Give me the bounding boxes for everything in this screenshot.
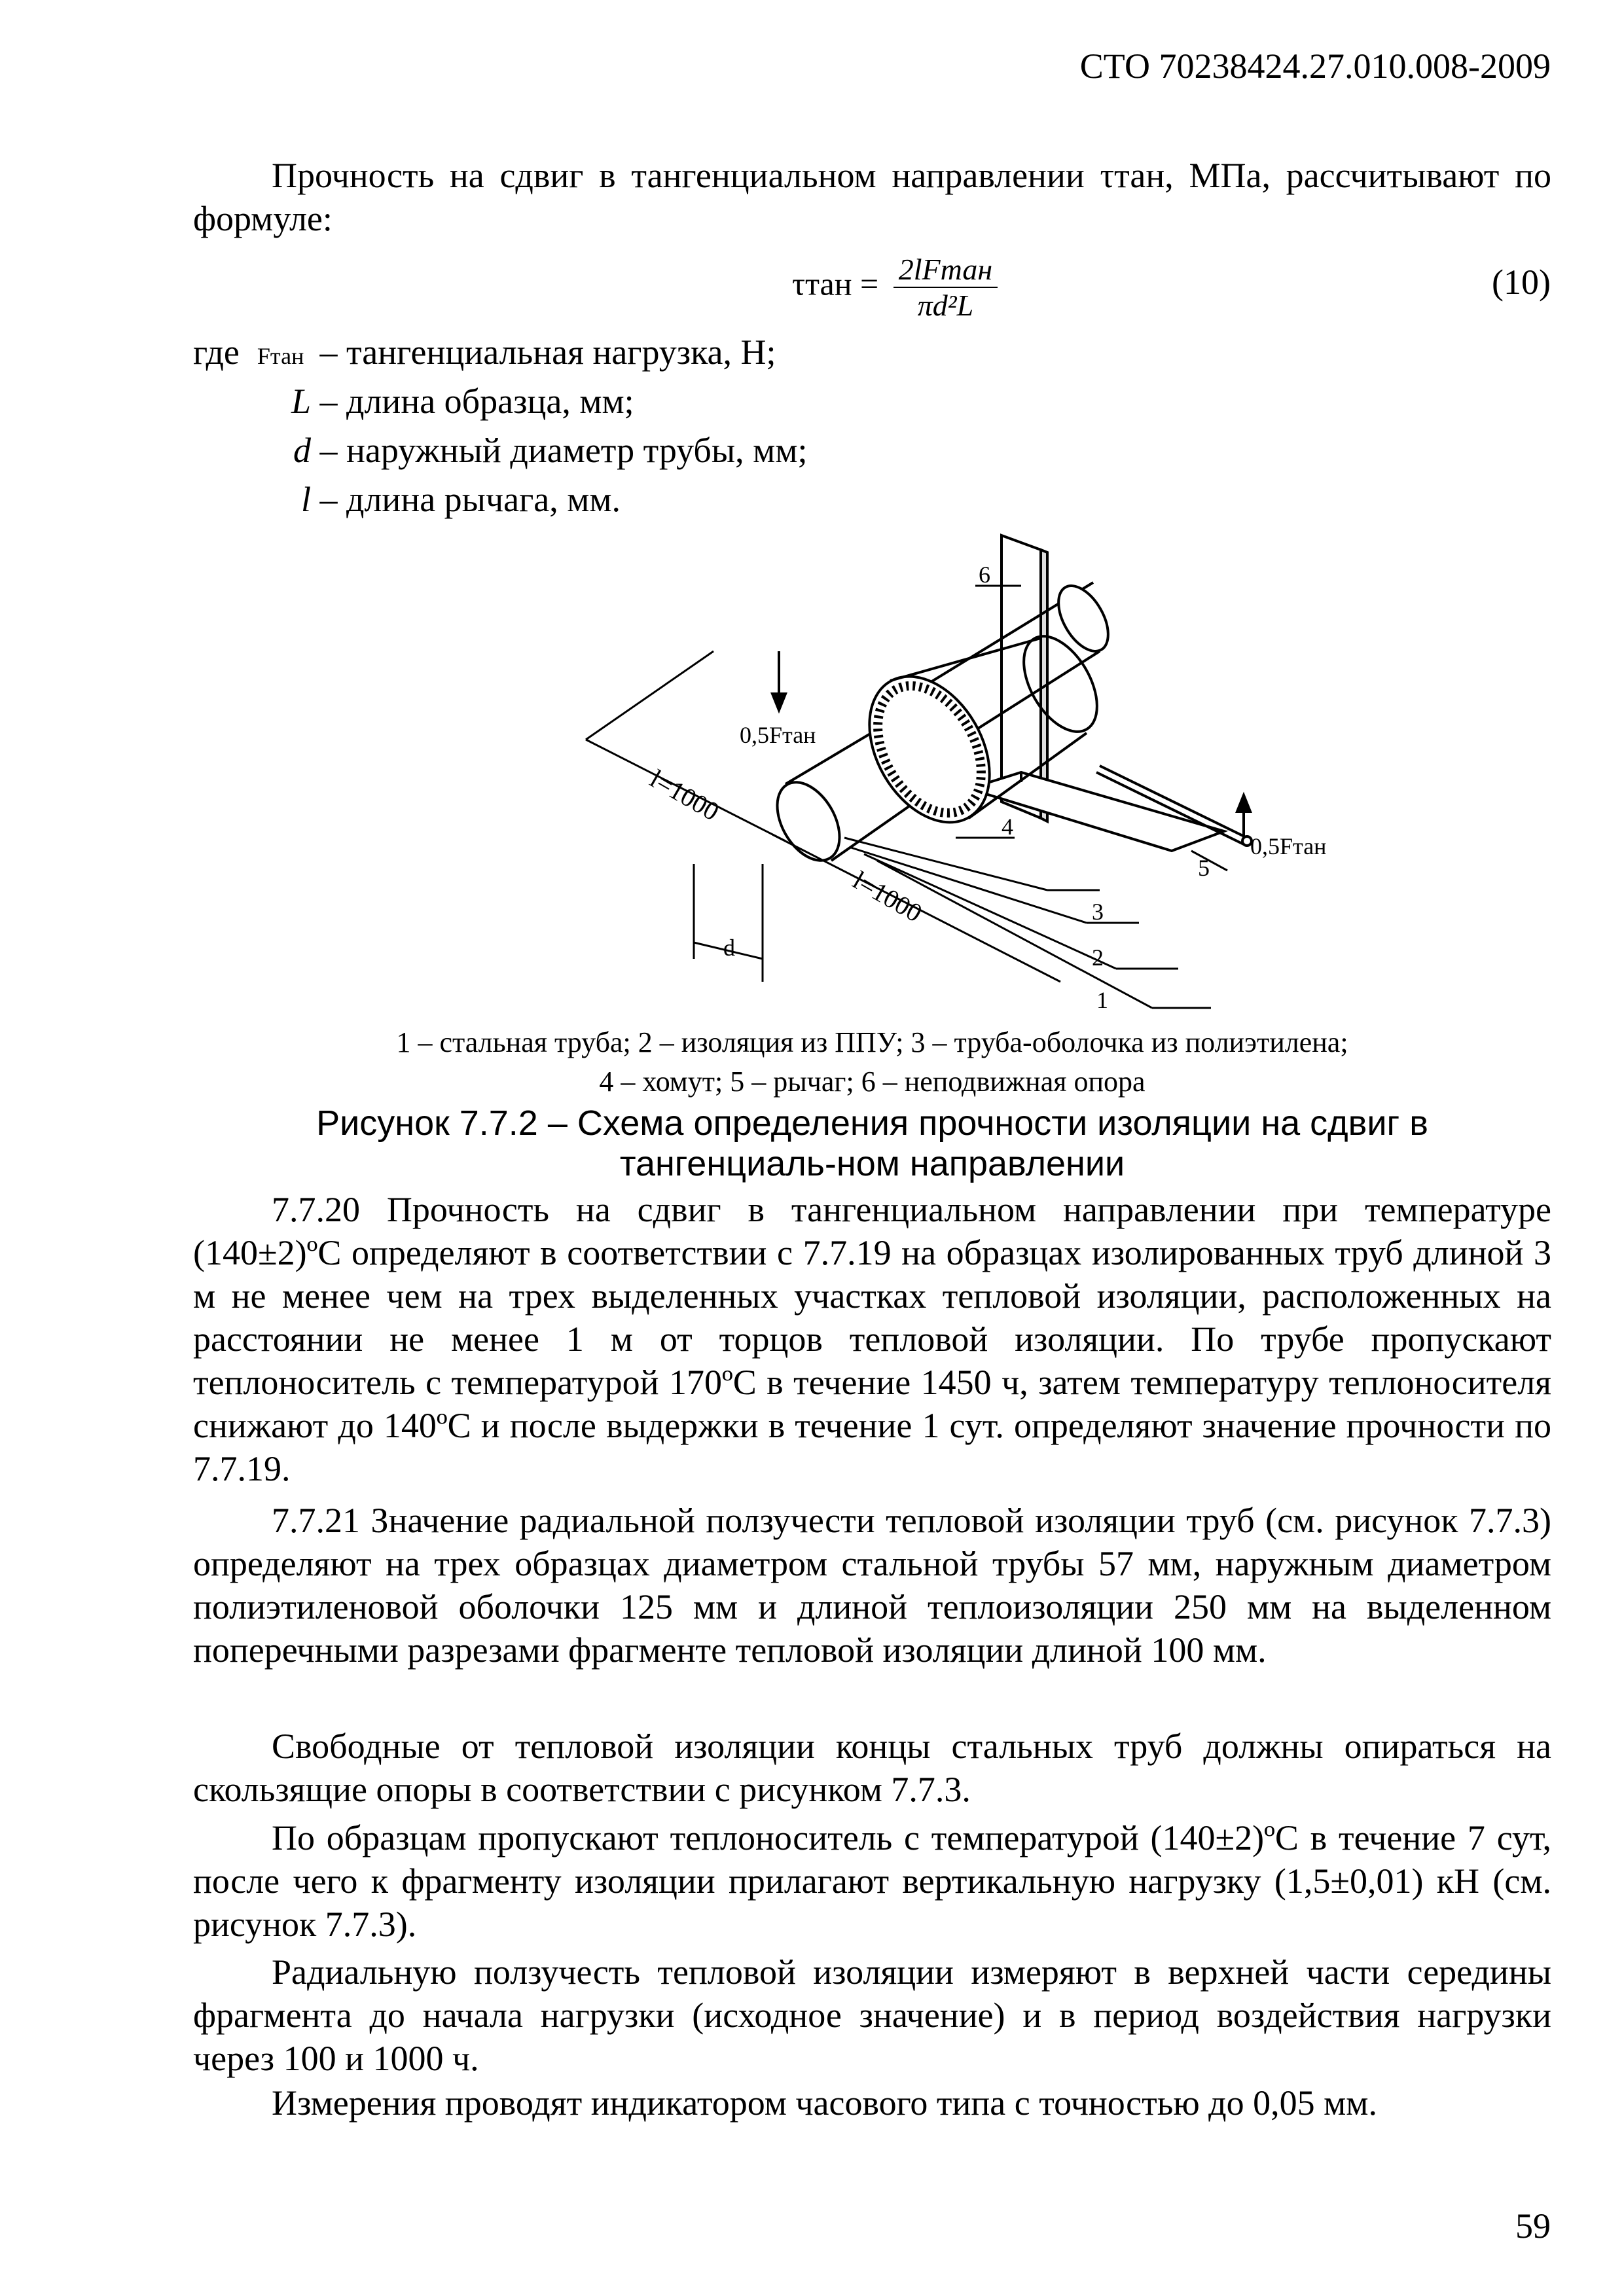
- definition-desc: – длина образца, мм;: [311, 382, 634, 421]
- paragraph-7-7-21: 7.7.21 Значение радиальной ползучести тепловой изоляции труб (см. рисунок 7.7.3) определяют на трех образцах диаметром стальной трубы 57 мм, наружным диаметром полиэтиленовой оболочки 125 мм и длиной теплоизоляции 250 мм на выделенном поперечными разрезами фрагменте тепловой изоляции длиной 100 мм.: [193, 1501, 1551, 1670]
- part-number-4: 4: [1001, 814, 1013, 840]
- part-number-6: 6: [979, 562, 990, 588]
- definition-desc: – наружный диаметр трубы, мм;: [311, 431, 808, 470]
- definition-symbol-wrap: [193, 380, 311, 423]
- where-lead: [193, 331, 311, 378]
- document-code-header: СТО 70238424.27.010.008-2009: [1079, 46, 1551, 86]
- definition-symbol-wrap: [193, 429, 311, 472]
- definition-desc: – тангенциальная нагрузка, Н;: [311, 332, 776, 372]
- paragraph-7-7-20: 7.7.20 Прочность на сдвиг в тангенциальном направлении при температуре (140±2)ºС определяют в соответствии с 7.7.19 на образцах изолированных труб длиной 3 м не менее чем на трех выделенных участках тепловой изоляции, расположенных на расстоянии не менее 1 м от торцов тепловой изоляции. По трубе пропускают теплоноситель с температурой 170ºС в течение 1450 ч, затем температуру теплоносителя снижают до 140ºС и после выдержки в течение 1 сут. определяют значение прочности по 7.7.19.: [193, 1190, 1551, 1488]
- paragraph-radial-creep: Радиальную ползучесть тепловой изоляции измеряют в верхней части середины фрагмента до начала нагрузки (исходное значение) и в период воздействия нагрузки через 100 и 1000 ч.: [193, 1952, 1551, 2078]
- paragraph-measurement: Измерения проводят индикатором часового типа с точностью до 0,05 мм.: [272, 2083, 1377, 2123]
- diameter-label: d: [723, 935, 735, 961]
- definition-symbol-wrap: [193, 478, 311, 521]
- part-number-2: 2: [1092, 944, 1104, 971]
- figure-legend-line-2: 4 – хомут; 5 – рычаг; 6 – неподвижная опора: [599, 1066, 1146, 1098]
- figure-legend-line-1: 1 – стальная труба; 2 – изоляция из ППУ; 3 – труба-оболочка из полиэтилена;: [396, 1026, 1348, 1058]
- definition-symbol: Fтан: [257, 343, 304, 369]
- lever-length-label: l=1000: [645, 763, 725, 827]
- part-number-3: 3: [1092, 899, 1104, 925]
- force-label-right: 0,5Fтан: [1250, 833, 1327, 859]
- definition-row: [193, 331, 808, 380]
- force-label-top: 0,5Fтан: [740, 722, 816, 748]
- definition-symbol: d: [293, 431, 311, 470]
- formula-fraction: [893, 252, 998, 323]
- figure-caption: Рисунок 7.7.2 – Схема определения прочности изоляции на сдвиг в тангенциаль-ном направлении: [316, 1103, 1428, 1183]
- definition-symbol: L: [291, 382, 311, 421]
- definition-row: [193, 380, 808, 429]
- formula-numerator: 2lFтан: [893, 252, 998, 288]
- part-number-1: 1: [1096, 987, 1108, 1013]
- definition-row: [193, 478, 808, 527]
- definition-symbol: l: [300, 480, 311, 519]
- paragraph-samples: По образцам пропускают теплоноситель с температурой (140±2)ºС в течение 7 сут, после чего к фрагменту изоляции прилагают вертикальную нагрузку (1,5±0,01) кН (см. рисунок 7.7.3).: [193, 1818, 1551, 1944]
- where-word: где: [193, 332, 240, 372]
- formula-10: [792, 252, 998, 323]
- formula-denominator: πd²L: [917, 289, 974, 322]
- page-number: 59: [1515, 2206, 1551, 2246]
- paragraph-free-ends: Свободные от тепловой изоляции концы стальных труб должны опираться на скользящие опоры в соответствии с рисунком 7.7.3.: [193, 1727, 1551, 1809]
- intro-paragraph: Прочность на сдвиг в тангенциальном направлении τтан, МПа, рассчитывают по формуле:: [193, 156, 1551, 238]
- sample-length-label: l=1000: [848, 865, 928, 928]
- part-number-5: 5: [1198, 855, 1210, 881]
- definition-desc: – длина рычага, мм.: [311, 480, 621, 519]
- equation-number: (10): [1492, 262, 1551, 302]
- variable-definitions: [193, 331, 808, 527]
- definition-row: [193, 429, 808, 478]
- formula-lhs: τтан =: [792, 265, 879, 302]
- shear-test-diagram: [563, 524, 1327, 1021]
